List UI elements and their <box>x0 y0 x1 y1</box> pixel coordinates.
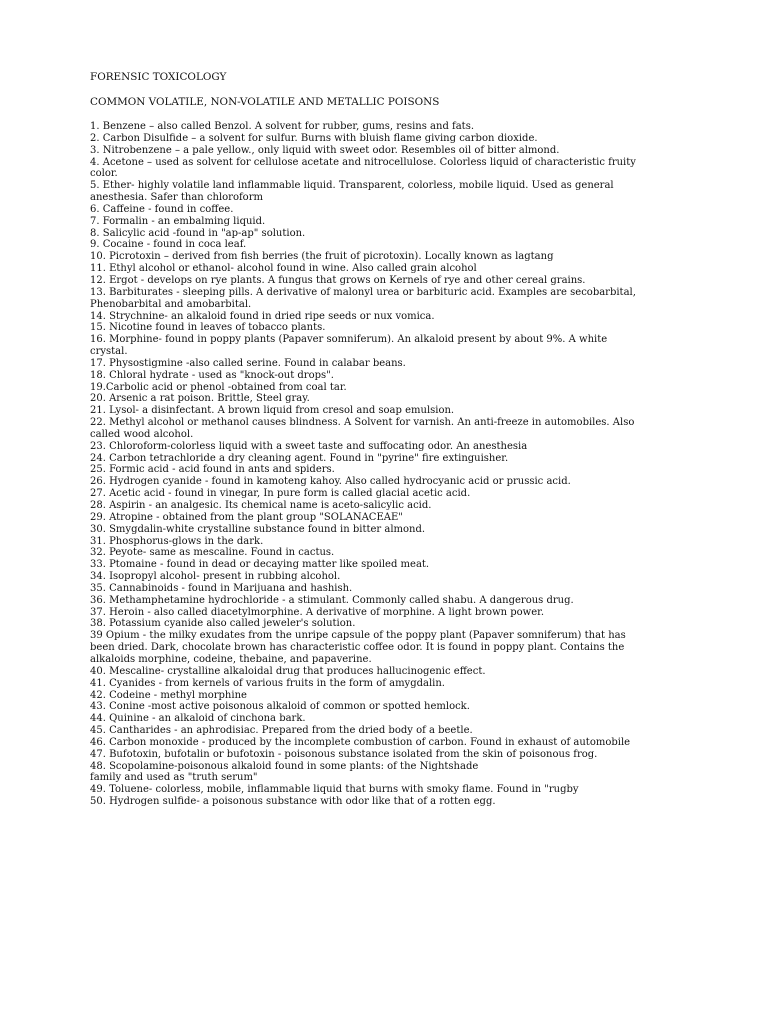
poison-list <box>90 121 690 808</box>
list-item: called wood alcohol. <box>90 428 194 440</box>
list-item: 25. Formic acid - acid found in ants and spiders. <box>90 464 335 476</box>
list-item: Phenobarbital and amobarbital. <box>90 298 252 310</box>
list-item: 13. Barbiturates - sleeping pills. A derivative of malonyl urea or barbituric acid. Examples are secobarbital, <box>90 286 636 298</box>
list-item: 32. Peyote- same as mescaline. Found in cactus. <box>90 547 335 559</box>
list-item: 44. Quinine - an alkaloid of cinchona bark. <box>90 713 306 725</box>
list-item: 4. Acetone – used as solvent for cellulose acetate and nitrocellulose. Colorless liquid of characteristic fruity <box>90 156 636 168</box>
list-item: 50. Hydrogen sulfide- a poisonous substance with odor like that of a rotten egg. <box>90 796 496 808</box>
list-item: 38. Potassium cyanide also called jeweler's solution. <box>90 618 356 630</box>
list-item: 10. Picrotoxin – derived from fish berries (the fruit of picrotoxin). Locally known as lagtang <box>90 251 554 263</box>
list-item: 49. Toluene- colorless, mobile, inflammable liquid that burns with smoky flame. Found in "rugby <box>90 784 579 796</box>
list-item: 19.Carbolic acid or phenol -obtained from coal tar. <box>90 381 347 393</box>
document-body <box>90 71 690 808</box>
document-title: FORENSIC TOXICOLOGY <box>90 71 227 83</box>
list-item: 7. Formalin - an embalming liquid. <box>90 215 266 227</box>
list-item: 21. Lysol- a disinfectant. A brown liquid from cresol and soap emulsion. <box>90 405 455 417</box>
list-item: 47. Bufotoxin, bufotalin or bufotoxin - poisonous substance isolated from the skin of poisonous frog. <box>90 748 598 760</box>
list-item: 24. Carbon tetrachloride a dry cleaning agent. Found in "pyrine" fire extinguisher. <box>90 452 509 464</box>
list-item: 5. Ether- highly volatile land inflammable liquid. Transparent, colorless, mobile liquid. Used as general <box>90 180 614 192</box>
list-item: 29. Atropine - obtained from the plant group "SOLANACEAE" <box>90 511 403 523</box>
list-item: 11. Ethyl alcohol or ethanol- alcohol found in wine. Also called grain alcohol <box>90 263 477 275</box>
list-item: 22. Methyl alcohol or methanol causes blindness. A Solvent for varnish. An anti-freeze in automobiles. Also <box>90 417 635 429</box>
list-item: 34. Isopropyl alcohol- present in rubbing alcohol. <box>90 571 341 583</box>
list-item: 37. Heroin - also called diacetylmorphine. A derivative of morphine. A light brown power. <box>90 606 545 618</box>
list-item: 45. Cantharides - an aphrodisiac. Prepared from the dried body of a beetle. <box>90 725 473 737</box>
list-item: crystal. <box>90 346 128 358</box>
list-item: family and used as "truth serum" <box>90 772 258 784</box>
list-item: 14. Strychnine- an alkaloid found in dried ripe seeds or nux vomica. <box>90 310 435 322</box>
list-item: been dried. Dark, chocolate brown has characteristic coffee odor. It is found in poppy plant. Contains the <box>90 642 625 654</box>
list-item: 42. Codeine - methyl morphine <box>90 689 247 701</box>
list-item: 23. Chloroform-colorless liquid with a sweet taste and suffocating odor. An anesthesia <box>90 440 528 452</box>
list-item: 18. Chloral hydrate - used as "knock-out drops". <box>90 369 334 381</box>
list-item: 31. Phosphorus-glows in the dark. <box>90 535 264 547</box>
list-item: anesthesia. Safer than chloroform <box>90 192 263 204</box>
list-item: 46. Carbon monoxide - produced by the incomplete combustion of carbon. Found in exhaust of automobile <box>90 736 631 748</box>
list-item: 43. Conine -most active poisonous alkaloid of common or spotted hemlock. <box>90 701 470 713</box>
list-item: color. <box>90 168 118 180</box>
list-item: 20. Arsenic a rat poison. Brittle, Steel gray. <box>90 393 310 405</box>
list-item: 36. Methamphetamine hydrochloride - a stimulant. Commonly called shabu. A dangerous drug. <box>90 594 574 606</box>
list-item: 12. Ergot - develops on rye plants. A fungus that grows on Kernels of rye and other cereal grains. <box>90 274 586 286</box>
list-item: 40. Mescaline- crystalline alkaloidal drug that produces hallucinogenic effect. <box>90 665 486 677</box>
list-item: 27. Acetic acid - found in vinegar, In pure form is called glacial acetic acid. <box>90 488 471 500</box>
list-item: 33. Ptomaine - found in dead or decaying matter like spoiled meat. <box>90 559 430 571</box>
list-item: 26. Hydrogen cyanide - found in kamoteng kahoy. Also called hydrocyanic acid or prussic acid. <box>90 476 571 488</box>
list-item: 9. Cocaine - found in coca leaf. <box>90 239 247 251</box>
list-item: 15. Nicotine found in leaves of tobacco plants. <box>90 322 326 334</box>
list-item: 28. Aspirin - an analgesic. Its chemical name is aceto-salicylic acid. <box>90 500 432 511</box>
list-item: 48. Scopolamine-poisonous alkaloid found in some plants: of the Nightshade <box>90 760 479 772</box>
list-item: 41. Cyanides - from kernels of various fruits in the form of amygdalin. <box>90 677 445 689</box>
list-item: alkaloids morphine, codeine, thebaine, and papaverine. <box>90 653 372 665</box>
list-item: 8. Salicylic acid -found in "ap-ap" solution. <box>90 227 306 239</box>
list-item: 30. Smygdalin-white crystalline substance found in bitter almond. <box>90 523 426 535</box>
list-item: 1. Benzene – also called Benzol. A solvent for rubber, gums, resins and fats. <box>90 121 475 132</box>
list-item: 2. Carbon Disulfide – a solvent for sulfur. Burns with bluish flame giving carbon dioxide. <box>90 132 538 144</box>
list-item: 39 Opium - the milky exudates from the unripe capsule of the poppy plant (Papaver somniferum) that has <box>90 630 626 642</box>
list-item: 35. Cannabinoids - found in Marijuana and hashish. <box>90 582 353 594</box>
document-subtitle: COMMON VOLATILE, NON-VOLATILE AND METALLIC POISONS <box>90 96 440 108</box>
list-item: 3. Nitrobenzene – a pale yellow., only liquid with sweet odor. Resembles oil of bitter almond. <box>90 144 560 156</box>
list-item: 17. Physostigmine -also called serine. Found in calabar beans. <box>90 357 406 369</box>
list-item: 6. Caffeine - found in coffee. <box>90 203 234 215</box>
list-item: 16. Morphine- found in poppy plants (Papaver somniferum). An alkaloid present by about 9%. A white <box>90 334 608 346</box>
